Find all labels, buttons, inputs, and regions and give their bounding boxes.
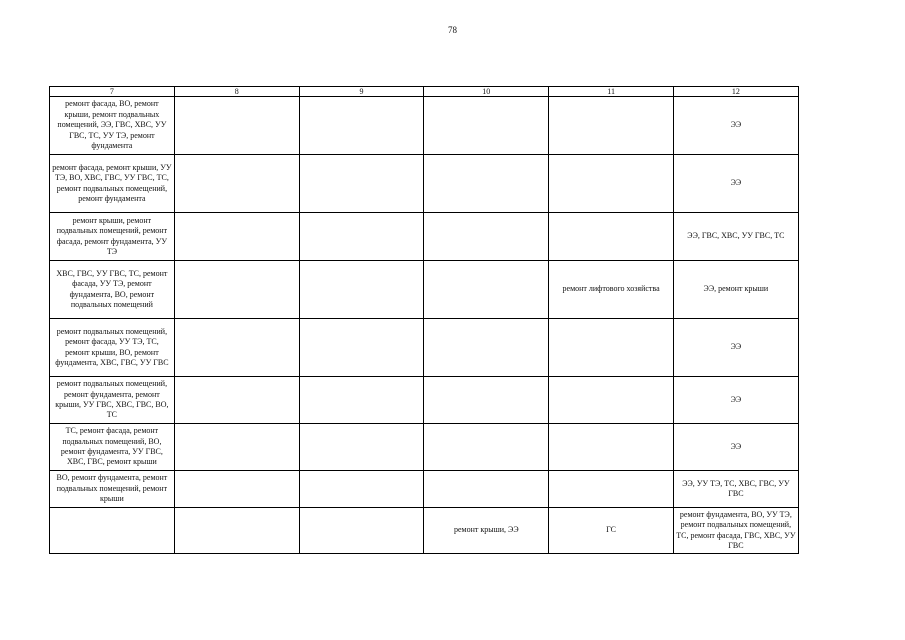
table-cell <box>299 424 424 471</box>
table-row <box>50 508 799 554</box>
table-cell <box>299 155 424 213</box>
table-cell: ЭЭ <box>673 319 798 377</box>
table-cell <box>549 424 674 471</box>
table-cell <box>299 97 424 155</box>
table-cell <box>299 471 424 508</box>
table-cell: ЭЭ, ремонт крыши <box>673 261 798 319</box>
table-cell <box>174 97 299 155</box>
table-row <box>50 424 799 471</box>
column-header-7: 7 <box>50 87 175 97</box>
table-cell: ЭЭ <box>673 155 798 213</box>
table-cell <box>174 213 299 261</box>
table-cell: ЭЭ <box>673 377 798 424</box>
table-cell <box>174 377 299 424</box>
table-cell: ремонт фундамента, ВО, УУ ТЭ, ремонт подвальных помещений, ТС, ремонт фасада, ГВС, ХВС, УУ ГВС <box>673 508 798 554</box>
table-cell: ТС, ремонт фасада, ремонт подвальных помещений, ВО, ремонт фундамента, УУ ГВС, ХВС, ГВС, ремонт крыши <box>50 424 175 471</box>
table-cell: ремонт крыши, ремонт подвальных помещений, ремонт фасада, ремонт фундамента, УУ ТЭ <box>50 213 175 261</box>
page-number: 78 <box>448 25 457 35</box>
table-cell <box>424 97 549 155</box>
table-row <box>50 97 799 155</box>
table-cell <box>424 319 549 377</box>
table-cell <box>549 319 674 377</box>
column-header-10: 10 <box>424 87 549 97</box>
table-cell <box>549 155 674 213</box>
table-cell <box>174 155 299 213</box>
table-cell <box>174 261 299 319</box>
table-cell <box>299 319 424 377</box>
table-cell: ЭЭ, ГВС, ХВС, УУ ГВС, ТС <box>673 213 798 261</box>
table-row <box>50 319 799 377</box>
table-cell: ХВС, ГВС, УУ ГВС, ТС, ремонт фасада, УУ ТЭ, ремонт фундамента, ВО, ремонт подвальных помещений <box>50 261 175 319</box>
table-cell <box>174 471 299 508</box>
table-cell <box>299 213 424 261</box>
table-cell: ГС <box>549 508 674 554</box>
table-cell: ВО, ремонт фундамента, ремонт подвальных помещений, ремонт крыши <box>50 471 175 508</box>
table-cell: ремонт лифтового хозяйства <box>549 261 674 319</box>
table-cell <box>424 213 549 261</box>
column-header-12: 12 <box>673 87 798 97</box>
table-cell <box>50 508 175 554</box>
table-cell: ЭЭ, УУ ТЭ, ТС, ХВС, ГВС, УУ ГВС <box>673 471 798 508</box>
table-cell <box>424 261 549 319</box>
table-cell <box>174 424 299 471</box>
table-row <box>50 213 799 261</box>
table-cell: ремонт крыши, ЭЭ <box>424 508 549 554</box>
table-cell <box>424 377 549 424</box>
table-row <box>50 261 799 319</box>
table-cell <box>424 155 549 213</box>
column-header-8: 8 <box>174 87 299 97</box>
table-cell: ремонт фасада, ВО, ремонт крыши, ремонт подвальных помещений, ЭЭ, ГВС, ХВС, УУ ГВС, ТС, УУ ТЭ, ремонт фундамента <box>50 97 175 155</box>
table-cell <box>299 261 424 319</box>
column-header-11: 11 <box>549 87 674 97</box>
table-cell <box>174 319 299 377</box>
table-row <box>50 471 799 508</box>
table-cell <box>549 213 674 261</box>
column-header-9: 9 <box>299 87 424 97</box>
header-row <box>50 87 799 97</box>
table-cell <box>299 377 424 424</box>
table-cell <box>549 97 674 155</box>
table-cell <box>549 471 674 508</box>
table-cell: ремонт фасада, ремонт крыши, УУ ТЭ, ВО, ХВС, ГВС, УУ ГВС, ТС, ремонт подвальных помещений, ремонт фундамента <box>50 155 175 213</box>
table-cell <box>424 471 549 508</box>
table-cell: ремонт подвальных помещений, ремонт фундамента, ремонт крыши, УУ ГВС, ХВС, ГВС, ВО, ТС <box>50 377 175 424</box>
table-cell <box>549 377 674 424</box>
table-cell <box>174 508 299 554</box>
table-cell <box>424 424 549 471</box>
table-row <box>50 155 799 213</box>
table-row <box>50 377 799 424</box>
table-cell: ремонт подвальных помещений, ремонт фасада, УУ ТЭ, ТС, ремонт крыши, ВО, ремонт фундамента, ХВС, ГВС, УУ ГВС <box>50 319 175 377</box>
table-cell: ЭЭ <box>673 97 798 155</box>
works-table <box>49 86 799 554</box>
table-cell <box>299 508 424 554</box>
table-cell: ЭЭ <box>673 424 798 471</box>
